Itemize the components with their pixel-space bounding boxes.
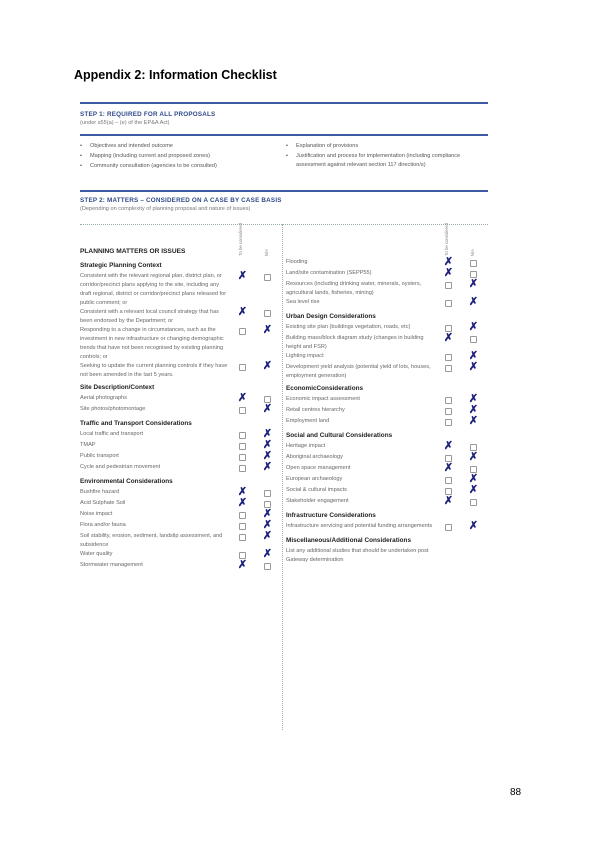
checklist-item-label: Seeking to update the current planning controls if they have not been amended in the last 5 years. (80, 363, 228, 378)
checklist-row (286, 352, 486, 363)
considered-checkbox[interactable] (445, 408, 452, 415)
na-cell (255, 441, 280, 450)
na-cross-mark-icon[interactable]: ✗ (468, 361, 479, 373)
na-cell (461, 298, 486, 307)
table-top-rule (80, 224, 488, 225)
step2-header (80, 196, 488, 214)
checklist-row (286, 417, 486, 428)
na-cell (255, 326, 280, 335)
appendix-title: Appendix 2: Information Checklist (74, 68, 277, 82)
considered-checkbox[interactable] (239, 364, 246, 371)
checklist-row (80, 488, 280, 499)
considered-cell (436, 280, 461, 291)
na-checkbox[interactable] (264, 563, 271, 570)
bullet-item: • Objectives and intended outcome (80, 142, 280, 151)
na-cross-mark-icon[interactable]: ✗ (262, 548, 273, 560)
to-be-considered-heading: To be considered (444, 223, 449, 256)
right-column (286, 223, 486, 565)
checklist-row (286, 442, 486, 453)
checklist-row (80, 550, 280, 561)
considered-checkbox[interactable] (239, 443, 246, 450)
considered-cross-mark-icon[interactable]: ✗ (237, 306, 248, 318)
na-cell (255, 405, 280, 414)
considered-cell (230, 488, 255, 497)
checklist-item-label: Stormwater management (80, 562, 143, 568)
checklist-row (286, 497, 486, 508)
na-checkbox[interactable] (264, 310, 271, 317)
na-cell (255, 452, 280, 461)
considered-cross-mark-icon[interactable]: ✗ (237, 270, 248, 282)
considered-checkbox[interactable] (445, 419, 452, 426)
na-cross-mark-icon[interactable]: ✗ (468, 520, 479, 532)
section-heading: Miscellaneous/Additional Considerations (286, 537, 411, 544)
checklist-row (286, 464, 486, 475)
step2-rule (80, 190, 488, 192)
checklist-item-label: Aboriginal archaeology (286, 454, 343, 460)
considered-checkbox[interactable] (239, 454, 246, 461)
checklist-row (80, 441, 280, 452)
checklist-item-label: Stakeholder engagement (286, 498, 349, 504)
checklist-row (286, 486, 486, 497)
checklist-item-label: Lighting impact (286, 353, 324, 359)
considered-cell (436, 406, 461, 417)
considered-cell (436, 464, 461, 473)
section-heading: Infrastructure Considerations (286, 512, 376, 519)
checklist-row (80, 430, 280, 441)
considered-checkbox[interactable] (239, 432, 246, 439)
considered-checkbox[interactable] (239, 534, 246, 541)
checklist-item-label: Sea level rise (286, 299, 320, 305)
step1-header (80, 110, 488, 128)
planning-matters-heading: PLANNING MATTERS OR ISSUES (80, 248, 186, 255)
considered-cell (436, 522, 461, 533)
checklist-row (286, 298, 486, 309)
considered-checkbox[interactable] (445, 282, 452, 289)
top-rule (80, 102, 488, 104)
checklist-row (80, 561, 280, 572)
na-cell (255, 532, 280, 541)
section-heading: Strategic Planning Context (80, 262, 162, 269)
na-cell (255, 430, 280, 439)
considered-cell (230, 499, 255, 508)
considered-cross-mark-icon[interactable]: ✗ (443, 440, 454, 452)
checklist-row (80, 362, 280, 380)
na-checkbox[interactable] (264, 396, 271, 403)
step1-bullets-right (286, 142, 488, 171)
na-cross-mark-icon[interactable]: ✗ (468, 321, 479, 333)
considered-cell (230, 561, 255, 570)
considered-checkbox[interactable] (445, 488, 452, 495)
considered-cell (230, 430, 255, 441)
checklist-row (286, 363, 486, 381)
checklist-item-label: Soil stability, erosion, sediment, landslip assessment, and subsidence (80, 533, 223, 548)
na-cross-mark-icon[interactable]: ✗ (468, 278, 479, 290)
checklist-row (286, 395, 486, 406)
considered-cross-mark-icon[interactable]: ✗ (443, 256, 454, 268)
considered-cell (230, 272, 255, 281)
na-heading: N/A (264, 248, 269, 256)
considered-cross-mark-icon[interactable]: ✗ (443, 267, 454, 279)
checklist-row (80, 532, 280, 550)
considered-checkbox[interactable] (239, 328, 246, 335)
na-checkbox[interactable] (470, 444, 477, 451)
section-heading: Urban Design Considerations (286, 313, 376, 320)
considered-cross-mark-icon[interactable]: ✗ (237, 486, 248, 498)
checklist-row (80, 272, 280, 308)
left-column (80, 223, 280, 572)
na-cross-mark-icon[interactable]: ✗ (262, 428, 273, 440)
considered-cross-mark-icon[interactable]: ✗ (237, 497, 248, 509)
na-cell (255, 463, 280, 472)
checklist-item-label: Consistent with a relevant local council strategy that has been endorsed by the Department; or (80, 309, 219, 324)
checklist-row (286, 334, 486, 352)
considered-cell (230, 326, 255, 337)
considered-checkbox[interactable] (445, 325, 452, 332)
left-column-header (80, 223, 280, 258)
checklist-item-label: Acid Sulphate Soil (80, 500, 126, 506)
checklist-row (80, 326, 280, 362)
considered-cell (230, 441, 255, 452)
na-cell (461, 475, 486, 484)
considered-checkbox[interactable] (239, 552, 246, 559)
checklist-item-label: European archaeology (286, 476, 343, 482)
checklist-item-label: Local traffic and transport (80, 431, 144, 437)
considered-cell (230, 308, 255, 317)
to-be-considered-heading: To be considered (238, 223, 243, 256)
considered-cross-mark-icon[interactable]: ✗ (237, 392, 248, 404)
na-cell (461, 486, 486, 495)
na-cross-mark-icon[interactable]: ✗ (468, 296, 479, 308)
na-cell (461, 352, 486, 361)
bullet-item: • Explanation of provisions (286, 142, 488, 151)
na-cross-mark-icon[interactable]: ✗ (468, 350, 479, 362)
checklist-item-label: Open space management (286, 465, 351, 471)
na-cross-mark-icon[interactable]: ✗ (262, 450, 273, 462)
na-checkbox[interactable] (470, 336, 477, 343)
na-cell (461, 497, 486, 508)
checklist-item-label: Noise impact (80, 511, 113, 517)
considered-cell (436, 497, 461, 506)
checklist-sheet (80, 102, 488, 734)
checklist-row (286, 258, 486, 269)
considered-checkbox[interactable] (445, 477, 452, 484)
na-cell (255, 272, 280, 283)
na-cross-mark-icon[interactable]: ✗ (262, 530, 273, 542)
na-cell (461, 417, 486, 426)
na-cell (461, 323, 486, 332)
bullet-item: • Community consultation (agencies to be consulted) (80, 162, 280, 171)
checklist-item-label: Employment land (286, 418, 330, 424)
considered-cell (230, 452, 255, 463)
na-cell (461, 363, 486, 372)
considered-cross-mark-icon[interactable]: ✗ (443, 462, 454, 474)
na-cell (461, 280, 486, 289)
na-cell (255, 521, 280, 530)
checklist-row (80, 463, 280, 474)
na-cross-mark-icon[interactable]: ✗ (468, 393, 479, 405)
checklist-item-label: Heritage impact (286, 443, 326, 449)
checklist-row (80, 510, 280, 521)
considered-checkbox[interactable] (445, 524, 452, 531)
na-heading: N/A (470, 248, 475, 256)
checklist-row (80, 308, 280, 326)
considered-cell (436, 442, 461, 451)
checklist-item-label: Aerial photographs (80, 395, 127, 401)
considered-cell (230, 532, 255, 543)
page-number: 88 (510, 787, 522, 798)
checklist-row (80, 499, 280, 510)
considered-cell (436, 417, 461, 428)
checklist-item-label: Land/site contamination (SEPP55) (286, 270, 372, 276)
checklist-item-label: Social & cultural impacts (286, 487, 347, 493)
checklist-row (80, 405, 280, 416)
na-cross-mark-icon[interactable]: ✗ (262, 461, 273, 473)
considered-cell (230, 510, 255, 521)
na-cell (461, 522, 486, 531)
checklist-row (286, 547, 486, 565)
na-checkbox[interactable] (264, 274, 271, 281)
step1-bullets-left (80, 142, 280, 172)
step2-subtitle: (Depending on complexity of planning proposal and nature of issues) (80, 206, 251, 212)
checklist-row (286, 269, 486, 280)
na-cross-mark-icon[interactable]: ✗ (262, 519, 273, 531)
checklist-row (80, 394, 280, 405)
section-heading: Environmental Considerations (80, 478, 173, 485)
section-heading: Site Description/Context (80, 384, 155, 391)
checklist-item-label: Bushfire hazard (80, 489, 120, 495)
considered-cell (436, 363, 461, 374)
section-heading: Social and Cultural Considerations (286, 432, 393, 439)
checklist-row (80, 521, 280, 532)
checklist-row (286, 323, 486, 334)
step1-subtitle: (under s55(a) – (e) of the EP&A Act) (80, 120, 170, 126)
na-cross-mark-icon[interactable]: ✗ (262, 324, 273, 336)
considered-cell (436, 258, 461, 267)
left-rows (80, 261, 280, 572)
step2-title: STEP 2: MATTERS – CONSIDERED ON A CASE BY CASE BASIS (80, 197, 282, 204)
checklist-item-label: Flooding (286, 259, 308, 265)
checklist-row (286, 453, 486, 464)
considered-cell (230, 405, 255, 416)
na-checkbox[interactable] (470, 466, 477, 473)
considered-cell (436, 475, 461, 486)
na-cell (255, 362, 280, 371)
considered-cell (230, 362, 255, 373)
na-cross-mark-icon[interactable]: ✗ (262, 508, 273, 520)
considered-checkbox[interactable] (445, 397, 452, 404)
na-cross-mark-icon[interactable]: ✗ (262, 403, 273, 415)
checklist-item-label: Consistent with the relevant regional plan, district plan, or corridor/precinct plans applying to the site, including any draft regional, district or corridor/precinct plans released for public comment; or (80, 273, 227, 306)
na-cell (461, 258, 486, 269)
na-cross-mark-icon[interactable]: ✗ (468, 473, 479, 485)
column-divider (282, 224, 283, 730)
na-cross-mark-icon[interactable]: ✗ (468, 415, 479, 427)
na-cell (461, 334, 486, 345)
na-cross-mark-icon[interactable]: ✗ (262, 360, 273, 372)
considered-cell (230, 521, 255, 532)
na-checkbox[interactable] (470, 260, 477, 267)
na-cell (255, 308, 280, 319)
na-cross-mark-icon[interactable]: ✗ (262, 439, 273, 451)
step1-title: STEP 1: REQUIRED FOR ALL PROPOSALS (80, 111, 216, 118)
na-cross-mark-icon[interactable]: ✗ (468, 404, 479, 416)
considered-checkbox[interactable] (445, 365, 452, 372)
section-heading: Traffic and Transport Considerations (80, 420, 192, 427)
checklist-item-label: Infrastructure servicing and potential funding arrangements (286, 523, 433, 529)
na-cell (461, 406, 486, 415)
step1-rule (80, 134, 488, 136)
considered-cell (436, 269, 461, 278)
considered-cell (436, 395, 461, 406)
checklist-item-label: Cycle and pedestrian movement (80, 464, 161, 470)
considered-cell (436, 334, 461, 343)
checklist-item-label: Flora and/or fauna (80, 522, 126, 528)
na-cell (461, 395, 486, 404)
checklist-row (80, 452, 280, 463)
bullet-item: • Justification and process for implementation (including compliance assessment against relevant section 117 direction/s) (286, 152, 488, 170)
checklist-item-label: Economic impact assessment (286, 396, 360, 402)
checklist-item-label: Site photos/photomontage (80, 406, 146, 412)
bullet-item: • Mapping (including current and proposed zones) (80, 152, 280, 161)
checklist-item-label: TMAP (80, 442, 96, 448)
checklist-item-label: Development yield analysis (potential yield of lots, houses, employment generation) (286, 364, 431, 379)
checklist-item-label: Resources (including drinking water, minerals, oysters, agricultural lands, fisheries, mining) (286, 281, 422, 296)
right-column-header (286, 223, 486, 258)
na-checkbox[interactable] (470, 499, 477, 506)
na-cell (255, 510, 280, 519)
considered-checkbox[interactable] (445, 300, 452, 307)
na-cell (255, 488, 280, 499)
section-heading: EconomicConsiderations (286, 385, 364, 392)
checklist-item-label: Water quality (80, 551, 113, 557)
considered-checkbox[interactable] (239, 465, 246, 472)
considered-cell (436, 298, 461, 309)
considered-checkbox[interactable] (445, 455, 452, 462)
considered-cross-mark-icon[interactable]: ✗ (443, 495, 454, 507)
considered-cell (230, 394, 255, 403)
na-cell (255, 550, 280, 559)
considered-checkbox[interactable] (239, 407, 246, 414)
checklist-item-label: List any additional studies that should be undertaken post Gateway determination (286, 548, 429, 563)
na-checkbox[interactable] (470, 271, 477, 278)
checklist-item-label: Public transport (80, 453, 119, 459)
right-rows (286, 258, 486, 565)
checklist-row (286, 475, 486, 486)
considered-cross-mark-icon[interactable]: ✗ (443, 332, 454, 344)
considered-checkbox[interactable] (239, 512, 246, 519)
considered-cross-mark-icon[interactable]: ✗ (237, 559, 248, 571)
considered-cell (436, 352, 461, 363)
checklist-row (286, 406, 486, 417)
checklist-item-label: Responding to a change in circumstances, such as the investment in new infrastructure or changing demographic trends that have not been recognised by existing planning controls; or (80, 327, 224, 360)
na-cell (255, 561, 280, 572)
considered-checkbox[interactable] (445, 354, 452, 361)
checklist-item-label: Retail centres hierarchy (286, 407, 345, 413)
considered-checkbox[interactable] (239, 523, 246, 530)
checklist-item-label: Existing site plan (buildings vegetation, roads, etc) (286, 324, 411, 330)
checklist-row (286, 280, 486, 298)
na-checkbox[interactable] (264, 490, 271, 497)
na-cross-mark-icon[interactable]: ✗ (468, 451, 479, 463)
checklist-row (286, 522, 486, 533)
checklist-item-label: Building mass/block diagram study (changes in building height and FSR) (286, 335, 424, 350)
na-cross-mark-icon[interactable]: ✗ (468, 484, 479, 496)
na-cell (461, 453, 486, 462)
considered-cell (230, 463, 255, 474)
na-checkbox[interactable] (264, 501, 271, 508)
